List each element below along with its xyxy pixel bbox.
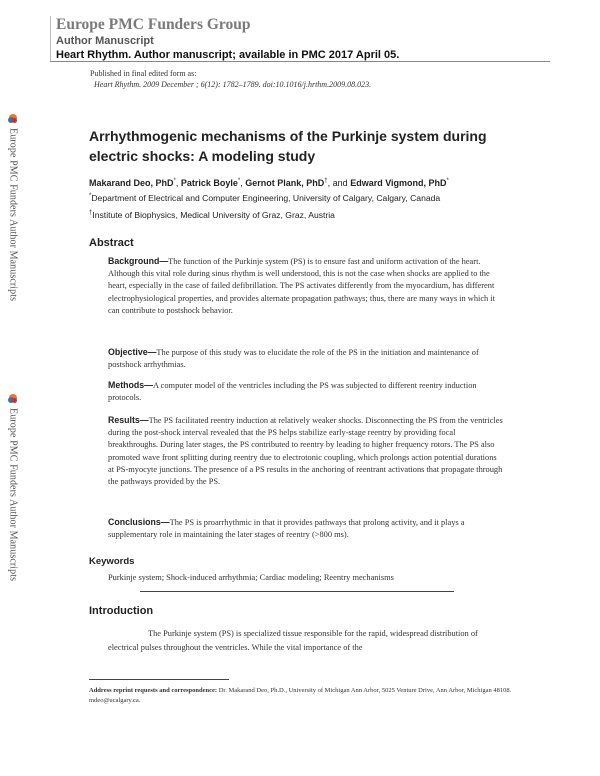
author-list: Makarand Deo, PhD*, Patrick Boyle*, Gernot Plank, PhD†, and Edward Vigmond, PhD* <box>89 178 449 188</box>
affiliation-text: Institute of Biophysics, Medical University of Graz, Graz, Austria <box>92 210 335 220</box>
abstract-background <box>108 255 504 317</box>
introduction-heading: Introduction <box>89 605 154 617</box>
abstract-heading: Abstract <box>89 237 134 249</box>
background-text: The function of the Purkinje system (PS) is to ensure fast and uniform activation of the heart. Although this vital role during sinus rhythm is well understood, this is not the case when shocks are applied to the heart, especially in the case of failed defibrillation. The PS activates differently from the myocardium, has different electrophysiological properties, and provides alternate propagation pathways; thus, there are many ways in which it can contribute to postshock behavior. <box>108 257 495 315</box>
side-watermark-top <box>4 114 22 301</box>
affiliation-text: Department of Electrical and Computer Engineering, University of Calgary, Calgary, Canada <box>91 193 441 203</box>
europe-pmc-logo-icon <box>8 114 18 124</box>
journal-availability-line: Heart Rhythm. Author manuscript; available in PMC 2017 April 05. <box>56 49 400 61</box>
objective-label: Objective— <box>108 347 157 357</box>
keywords-heading: Keywords <box>89 556 135 567</box>
side-watermark-text: Europe PMC Funders Author Manuscripts <box>7 408 19 582</box>
side-watermark-bottom <box>4 394 22 581</box>
abstract-objective <box>108 346 504 371</box>
author-mark: † <box>324 178 328 184</box>
footnote-label: Address reprint requests and correspondence: <box>89 687 218 694</box>
author-mark: * <box>173 178 176 184</box>
keywords-divider <box>140 591 454 592</box>
affiliation-mark: * <box>89 193 92 200</box>
funder-group-title: Europe PMC Funders Group <box>56 16 251 33</box>
author-mark: * <box>446 178 449 184</box>
affiliation-mark: † <box>89 210 93 217</box>
correspondence-footnote <box>89 686 519 705</box>
publication-info <box>90 68 371 90</box>
footnote-divider <box>89 679 229 680</box>
methods-label: Methods— <box>108 380 153 390</box>
author-mark: * <box>237 178 241 184</box>
footnote-text: Dr. Makarand Deo, Ph.D., University of Michigan Ann Arbor, 5025 Venture Drive, Ann Arbor, Michigan 48108. mdeo@ucalgary.ca. <box>89 687 512 704</box>
journal-header <box>56 16 536 62</box>
introduction-paragraph: The Purkinje system (PS) is specialized tissue responsible for the rapid, widespread distribution of electrical pulses throughout the ventricles. While the vital importance of the <box>108 629 478 652</box>
author-name: Edward Vigmond, PhD <box>350 178 447 188</box>
objective-text: The purpose of this study was to elucidate the role of the PS in the initiation and maintenance of postshock arrhythmias. <box>108 348 479 370</box>
header-divider <box>50 61 550 62</box>
author-conjunction: and <box>332 178 348 188</box>
conclusions-label: Conclusions— <box>108 517 170 527</box>
abstract-conclusions <box>108 516 504 541</box>
author-name: Makarand Deo, PhD <box>89 178 174 188</box>
manuscript-label: Author Manuscript <box>56 35 154 47</box>
keywords-list: Purkinje system; Shock-induced arrhythmia; Cardiac modeling; Reentry mechanisms <box>108 573 394 582</box>
europe-pmc-logo-icon <box>8 394 18 404</box>
author-name: Gernot Plank, PhD <box>245 178 325 188</box>
paper-title: Arrhythmogenic mechanisms of the Purkinje system during electric shocks: A modeling study <box>89 128 487 164</box>
abstract-results <box>108 414 504 488</box>
affiliation <box>89 210 559 220</box>
header-accent-line <box>50 16 51 62</box>
methods-text: A computer model of the ventricles including the PS was subjected to different reentry induction protocols. <box>108 381 477 403</box>
author-name: Patrick Boyle <box>180 178 238 188</box>
conclusions-text: The PS is proarrhythmic in that it provides pathways that prolong activity, and it plays a supplementary role in maintaining the later stages of reentry (>800 ms). <box>108 518 465 540</box>
side-watermark-text: Europe PMC Funders Author Manuscripts <box>7 128 19 302</box>
background-label: Background— <box>108 256 169 266</box>
abstract-methods <box>108 379 504 404</box>
affiliation <box>89 193 559 203</box>
results-label: Results— <box>108 415 149 425</box>
published-label: Published in final edited form as: <box>90 69 197 78</box>
results-text: The PS facilitated reentry induction at relatively weaker shocks. Disconnecting the PS from the ventricles during the post-shock interval revealed that the PS helps stabilize early-stage reentry by providing focal breakthroughs. During later stages, the PS contributed to reentry by leading to higher frequency rotors. The PS also promoted wave front splitting during reentry due to electrotonic coupling, which prolongs action potential durations at PS-myocyte junctions. The presence of a PS results in the anchoring of reentrant activations that propagate through the pathways provided by the PS. <box>108 416 503 487</box>
citation-line: Heart Rhythm. 2009 December ; 6(12): 1782–1789. doi:10.1016/j.hrthm.2009.08.023. <box>94 80 372 89</box>
